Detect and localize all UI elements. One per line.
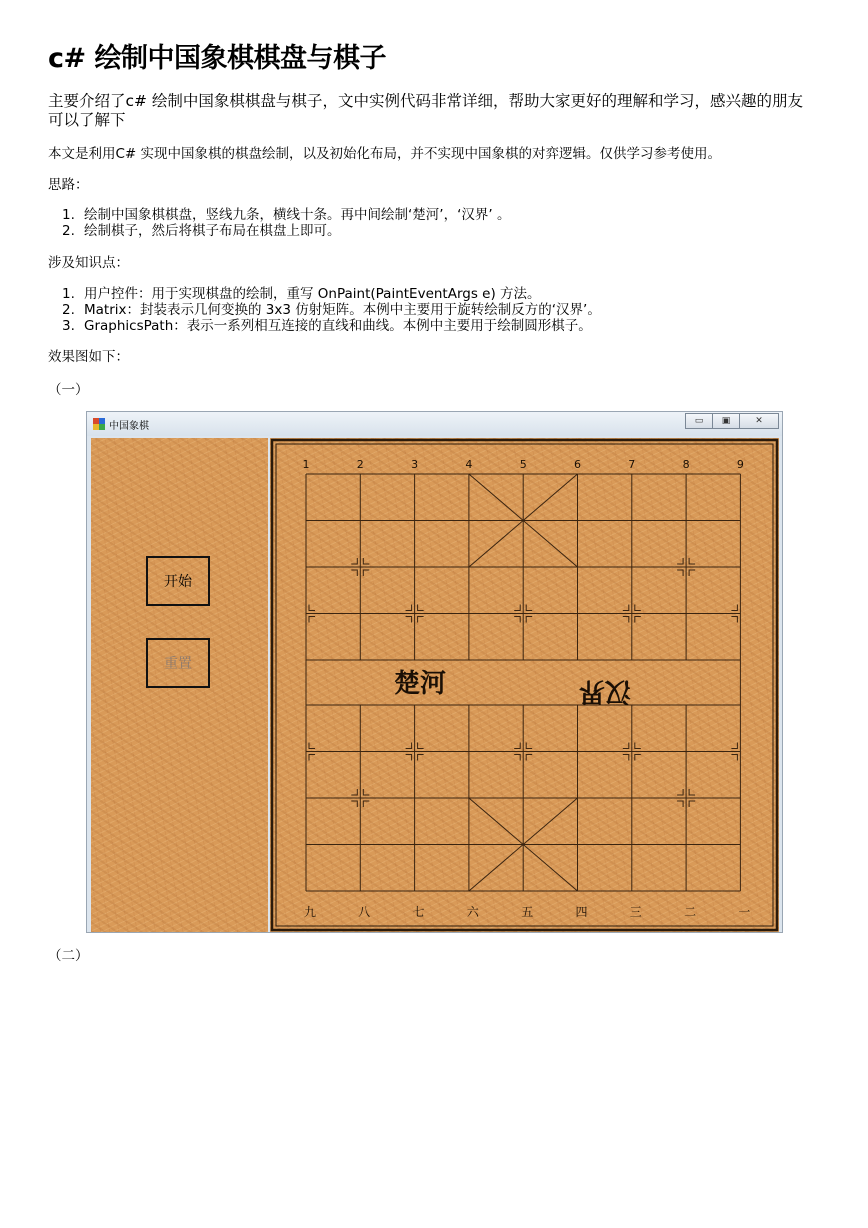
thoughts-list (62, 207, 510, 239)
list-item: 2. Matrix：封装表示几何变换的 3x3 仿射矩阵。本例中主要用于旋转绘制反方的‘汉界’。 (62, 302, 601, 318)
column-number-top: 2 (356, 458, 364, 471)
list-item: 2. 绘制棋子，然后将棋子布局在棋盘上即可。 (62, 223, 341, 239)
start-button[interactable]: 开始 (146, 556, 210, 606)
control-panel (91, 438, 268, 932)
window-titlebar (87, 412, 782, 436)
column-number-bottom: 七 (412, 905, 425, 919)
column-number-bottom: 八 (358, 905, 371, 919)
knowledge-label: 涉及知识点： (48, 255, 129, 271)
column-number-bottom: 五 (521, 905, 534, 919)
column-number-bottom: 三 (629, 905, 642, 919)
article-title: c# 绘制中国象棋棋盘与棋子 (48, 43, 387, 74)
column-number-top: 7 (628, 458, 636, 471)
column-number-bottom: 一 (738, 905, 751, 919)
column-number-top: 3 (411, 458, 419, 471)
figure-caption-2: （二） (48, 948, 89, 964)
column-number-top: 9 (736, 458, 744, 471)
minimize-button[interactable]: ▭ (685, 413, 713, 429)
intro-paragraph: 本文是利用C# 实现中国象棋的棋盘绘制，以及初始化布局，并不实现中国象棋的对弈逻辑。仅供学习参考使用。 (48, 146, 722, 162)
column-number-top: 4 (465, 458, 473, 471)
knowledge-list (62, 286, 601, 334)
close-button[interactable]: ✕ (739, 413, 779, 429)
reset-button[interactable]: 重置 (146, 638, 210, 688)
board-border-outer (272, 440, 777, 930)
column-number-top: 6 (574, 458, 581, 471)
app-icon (93, 418, 105, 430)
column-number-bottom: 九 (303, 905, 317, 919)
list-item: 1. 用户控件：用于实现棋盘的绘制，重写 OnPaint(PaintEventArgs e) 方法。 (62, 286, 541, 302)
thoughts-label: 思路： (48, 177, 89, 193)
river-text-chu: 楚河 (393, 669, 447, 699)
column-number-bottom: 四 (575, 905, 588, 919)
column-number-top: 5 (519, 458, 527, 471)
column-number-bottom: 二 (684, 905, 697, 919)
chess-board (270, 438, 779, 932)
list-item: 3. GraphicsPath：表示一系列相互连接的直线和曲线。本例中主要用于绘制圆形棋子。 (62, 318, 592, 334)
list-item: 1. 绘制中国象棋棋盘，竖线九条，横线十条。再中间绘制‘楚河’，‘汉界’ 。 (62, 207, 511, 223)
maximize-button[interactable]: ▣ (712, 413, 740, 429)
article-summary: 主要介绍了c# 绘制中国象棋棋盘与棋子，文中实例代码非常详细，帮助大家更好的理解和学习，感兴趣的朋友可以了解下 (48, 92, 803, 129)
window-title: 中国象棋 (109, 421, 149, 432)
board-border-inner (276, 444, 773, 926)
board-canvas (270, 438, 779, 932)
column-number-bottom: 六 (466, 905, 479, 919)
app-screenshot (86, 411, 783, 933)
river-text-han: 汉界 (578, 676, 632, 706)
figure-caption-1: （一） (48, 382, 89, 398)
column-number-top: 8 (682, 458, 690, 471)
effect-label: 效果图如下： (48, 349, 129, 365)
column-number-top: 1 (302, 458, 310, 471)
